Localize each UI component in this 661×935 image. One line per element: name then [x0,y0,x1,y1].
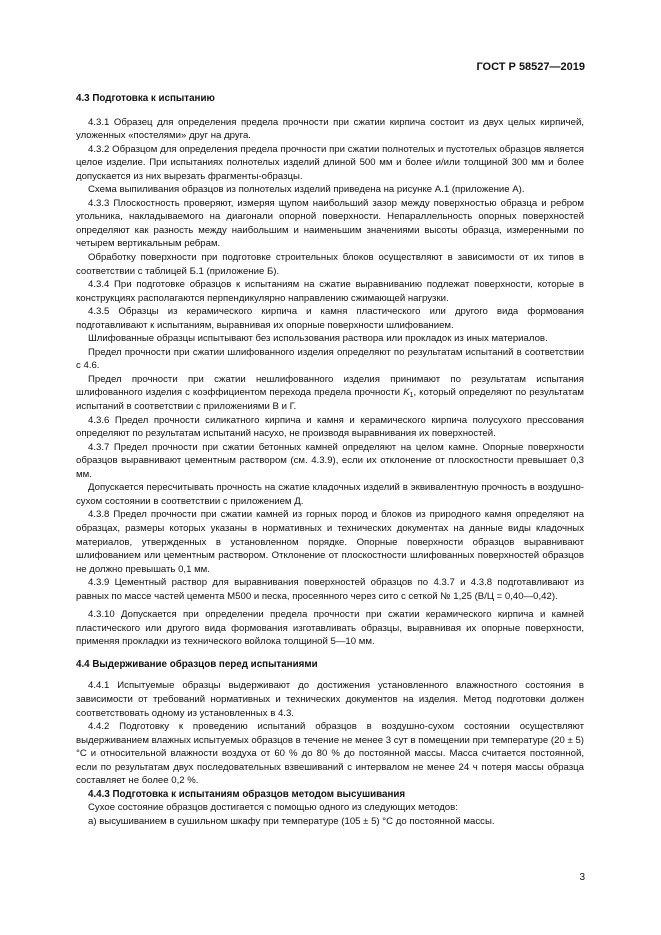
paragraph: Предел прочности при сжатии шлифованного изделия определяют по результатам испытаний в соответствии с 4.6. [76,346,584,372]
paragraph: а) высушиванием в сушильном шкафу при температуре (105 ± 5) °С до постоянной массы. [88,815,495,827]
text-fragment: Предел прочности при сжатии нешлифованного изделия принимают по результатам испытания шлифованного изделия с коэффициентом перехода предела прочности [76,373,584,399]
paragraph-k1 [76,373,584,414]
text-fragment: , который определяют по результатам испытаний в соответствии с приложениями В и Г. [76,387,585,413]
paragraph: 4.3.7 Предел прочности при сжатии бетонных камней определяют на целом камне. Опорные поверхности образцов выравнивают цементным раствором (см. 4.3.9), если их отклонение от плоскостности превышает 0,3 мм. [76,441,584,480]
k-symbol: K [403,387,410,399]
document-body [76,92,584,828]
paragraph: 4.4.2 Подготовку к проведению испытаний образцов в воздушно-сухом состоянии осуществляют выдерживанием влажных испытуемых образцов в течение не менее 3 сут в помещении при температуре (20 ± 5) °С и относительной влажности воздуха от 60 % до 80 % до постоянной массы. Масса считается постоянной, если по результатам двух последовательных взвешиваний с интервалом не менее 24 ч потеря массы образца составляет не более 0,2 %. [76,721,584,787]
paragraph: 4.3.8 Предел прочности при сжатии камней из горных пород и блоков из природного камня определяют на образцах, размеры которых указаны в нормативных и технических документах на данные виды кладочных материалов, утвержденных в установленном порядке. Опорные поверхности образцов выравнивают шлифованием или цементным раствором. Отклонение от плоскостности шлифованных поверхностей образцов не должно превышать 0,1 мм. [76,509,584,575]
paragraph: 4.4.1 Испытуемые образцы выдерживают до достижения установленного влажностного состояния в зависимости от требований нормативных и технических документов на изделия. Метод подготовки должен соответствовать одному из установленных в 4.3. [76,680,584,719]
paragraph: 4.3.2 Образцом для определения предела прочности при сжатии полнотелых и пустотелых образцов является целое изделие. При испытаниях полнотелых изделий длиной 500 мм и более и/или толщиной 300 мм и более допускается из них вырезать фрагменты-образцы. [76,143,584,182]
paragraph: Обработку поверхности при подготовке строительных блоков осуществляют в зависимости от их типов в соответствии с таблицей Б.1 (приложение Б). [76,252,584,277]
paragraph: 4.3.4 При подготовке образцов к испытаниям на сжатие выравниванию подлежат поверхности, которые в конструкциях располагаются перпендикулярно направлению сжимающей нагрузки. [76,279,584,304]
subsection-4-4-3-heading: 4.4.3 Подготовка к испытаниям образцов методом высушивания [88,788,406,800]
standard-number: ГОСТ Р 58527—2019 [476,61,585,73]
paragraph: Допускается пересчитывать прочность на сжатие кладочных изделий в эквивалентную прочность в воздушно-сухом состоянии в соответствии с приложением Д. [76,482,584,507]
paragraph: 4.3.5 Образцы из керамического кирпича и камня пластического или другого вида формования подготавливают к испытаниям, выравнивая их опорные поверхности шлифованием. [76,306,584,331]
paragraph: 4.3.3 Плоскостность проверяют, измеряя щупом наибольший зазор между поверхностью образца и ребром угольника, накладываемого на диагонали опорной поверхности. Непараллельность опорных поверхностей определяют как разность между наибольшим и наименьшим значениями высоты образца, измеренными по четырем вертикальным ребрам. [76,197,584,250]
page-number: 3 [579,872,585,883]
paragraph: 4.3.9 Цементный раствор для выравнивания поверхностей образцов по 4.3.7 и 4.3.8 подготавливают из равных по массе частей цемента М500 и песка, просеянного через сито с сеткой № 1,25 (В/Ц = 0,40—0,42). [76,577,584,602]
paragraph: Шлифованные образцы испытывают без использования раствора или прокладок из иных материалов. [88,333,548,345]
section-4-4-heading: 4.4 Выдерживание образцов перед испытаниями [76,658,318,670]
paragraph: Схема выпиливания образцов из полнотелых изделий приведена на рисунке А.1 (приложение А). [88,184,525,196]
section-4-3-heading: 4.3 Подготовка к испытанию [76,93,215,104]
paragraph: 4.3.10 Допускается при определении предела прочности при сжатии керамического кирпича и камней пластического или другого вида формования изготавливать образцы, выравнивая их опорные поверхности, применяя прокладки из технического войлока толщиной 5—10 мм. [76,609,584,648]
paragraph: Сухое состояние образцов достигается с помощью одного из следующих методов: [88,802,458,814]
k-subscript: 1 [409,392,414,400]
paragraph: 4.3.1 Образец для определения предела прочности при сжатии кирпича состоит из двух целых кирпичей, уложенных «постелями» друг на друга. [76,116,584,142]
paragraph: 4.3.6 Предел прочности силикатного кирпича и камня и керамического кирпича полусухого прессования определяют по результатам испытаний насухо, не производя выравнивания их поверхностей. [76,414,584,440]
